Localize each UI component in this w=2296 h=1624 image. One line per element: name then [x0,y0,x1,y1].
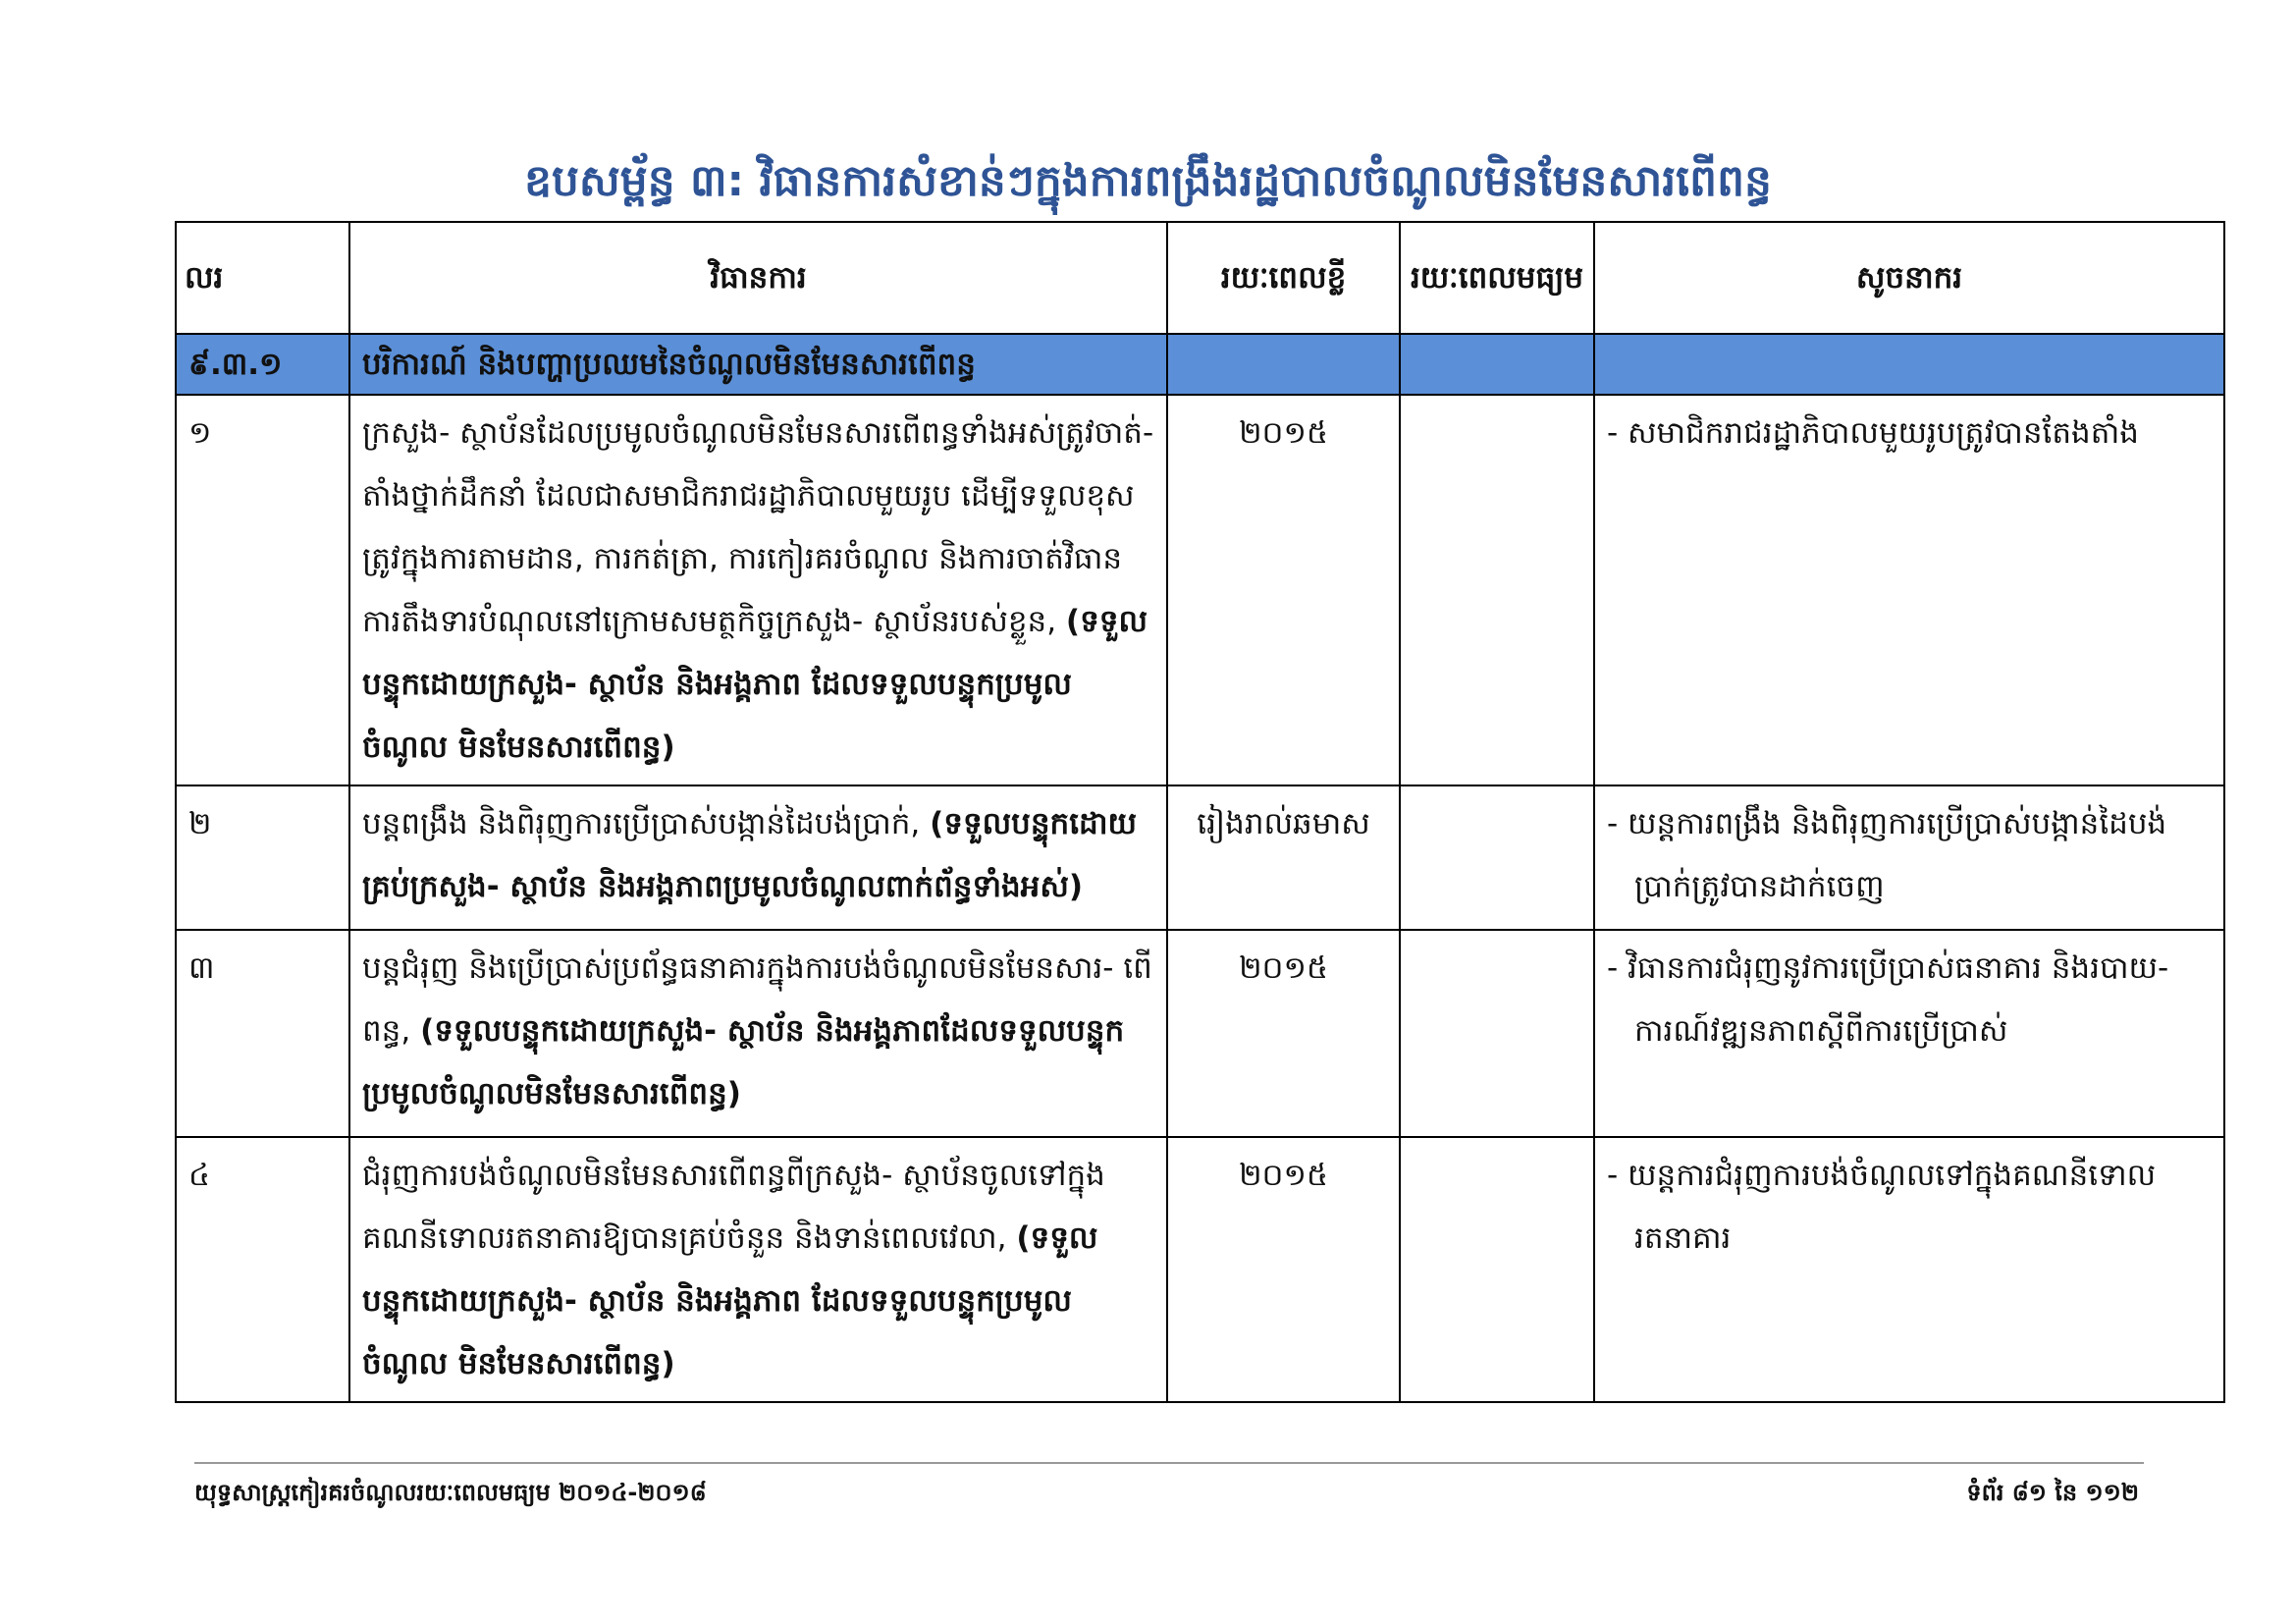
section-title: បរិការណ៍ និងបញ្ហាប្រឈមនៃចំណូលមិនមែនសារពើពន្ធ [349,334,1167,395]
indicator-text: - យន្តការជំរុញការបង់ចំណូលទៅក្នុងគណនីទោល រតនាគារ [1607,1158,2157,1256]
header-short-term: រយៈពេលខ្លី [1167,222,1400,334]
row-mid-term [1400,395,1594,785]
row-number: ៤ [176,1137,349,1402]
table-row [176,395,2224,785]
footer-document-name: យុទ្ធសាស្ត្រកៀរគរចំណូលរយៈពេលមធ្យម ២០១៤-២០១៨ [194,1479,707,1506]
responsible-text: (ទទួល បន្ទុកដោយក្រសួង- ស្ថាប័ន និងអង្គភាព ដែលទទួលបន្ទុកប្រមូលចំណូល មិនមែនសារពើពន្ធ) [362,604,1148,765]
section-empty-cell [1400,334,1594,395]
row-indicator [1594,1137,2224,1402]
row-number: ២ [176,785,349,930]
footer-divider [194,1462,2144,1464]
header-measure: វិធានការ [349,222,1167,334]
row-number: ១ [176,395,349,785]
indicator-text: - សមាជិករាជរដ្ឋាភិបាលមួយរូបត្រូវបានតែងតាំង [1607,415,2139,451]
responsible-text: (ទទួលបន្ទុកដោយក្រសួង- ស្ថាប័ន និងអង្គភាពដែលទទួលបន្ទុក ប្រមូលចំណូលមិនមែនសារពើពន្ធ) [362,1013,1125,1111]
row-indicator [1594,395,2224,785]
row-number: ៣ [176,930,349,1137]
section-empty-cell [1167,334,1400,395]
page-title: ឧបសម្ព័ន្ធ ៣: វិធានការសំខាន់ៗក្នុងការពង្រឹងរដ្ឋបាលចំណូលមិនមែនសារពើពន្ធ [524,156,1772,206]
section-empty-cell [1594,334,2224,395]
section-row [176,334,2224,395]
row-measure [349,785,1167,930]
measure-text: បន្តជំរុញ និងប្រើប្រាស់ប្រព័ន្ធធនាគារក្នុងការបង់ចំណូលមិនមែនសារ- ពើពន្ធ, [362,950,1152,1049]
row-short-term: ២០១៥ [1167,1137,1400,1402]
footer-page-number: ទំព័រ ៨១ នៃ ១១២ [1966,1479,2139,1506]
table-header-row [176,222,2224,334]
header-mid-term: រយៈពេលមធ្យម [1400,222,1594,334]
measure-text: ក្រសួង- ស្ថាប័នដែលប្រមូលចំណូលមិនមែនសារពើពន្ធទាំងអស់ត្រូវចាត់- តាំងថ្នាក់ដឹកនាំ ដែលជាសមាជិករាជរដ្ឋាភិបាលមួយរូប ដើម្បីទទួលខុស ត្រូវក្នុងការតាមដាន, ការកត់ត្រា, ការកៀរគរចំណូល និងការចាត់វិធាន ការតឹងទារបំណុលនៅក្រោមសមត្ថកិច្ចក្រសួង- ស្ថាប័នរបស់ខ្លួន, [362,415,1154,639]
measure-text: ជំរុញការបង់ចំណូលមិនមែនសារពើពន្ធពីក្រសួង- ស្ថាប័នចូលទៅក្នុង គណនីទោលរតនាគារឱ្យបានគ្រប់ចំនួន និងទាន់ពេលវេលា, [362,1158,1105,1256]
row-short-term: ២០១៥ [1167,930,1400,1137]
header-indicator: សូចនាករ [1594,222,2224,334]
row-indicator [1594,785,2224,930]
section-code: ៩.៣.១ [176,334,349,395]
indicator-text: - យន្តការពង្រឹង និងពិរុញការប្រើប្រាស់បង្កាន់ដៃបង់ ប្រាក់ត្រូវបានដាក់ចេញ [1607,806,2167,904]
table-row [176,1137,2224,1402]
row-mid-term [1400,1137,1594,1402]
row-measure [349,1137,1167,1402]
row-measure [349,395,1167,785]
responsible-text: (ទទួលបន្ទុកដោយ គ្រប់ក្រសួង- ស្ថាប័ន និងអង្គភាពប្រមូលចំណូលពាក់ព័ន្ធទាំងអស់) [362,806,1138,904]
row-mid-term [1400,785,1594,930]
measure-text: បន្តពង្រឹង និងពិរុញការប្រើប្រាស់បង្កាន់ដៃបង់ប្រាក់, [362,806,921,841]
row-short-term: ២០១៥ [1167,395,1400,785]
row-measure [349,930,1167,1137]
table-row [176,930,2224,1137]
row-indicator [1594,930,2224,1137]
header-no: លរ [176,222,349,334]
indicator-text: - វិធានការជំរុញនូវការប្រើប្រាស់ធនាគារ និងរបាយ- ការណ៍វឌ្ឍនភាពស្តីពីការប្រើប្រាស់ [1607,950,2169,1049]
responsible-text: (ទទួល បន្ទុកដោយក្រសួង- ស្ថាប័ន និងអង្គភាព ដែលទទួលបន្ទុកប្រមូលចំណូល មិនមែនសារពើពន្ធ) [362,1220,1098,1381]
measures-table [175,221,2225,1403]
table-row [176,785,2224,930]
row-short-term: រៀងរាល់ឆមាស [1167,785,1400,930]
row-mid-term [1400,930,1594,1137]
